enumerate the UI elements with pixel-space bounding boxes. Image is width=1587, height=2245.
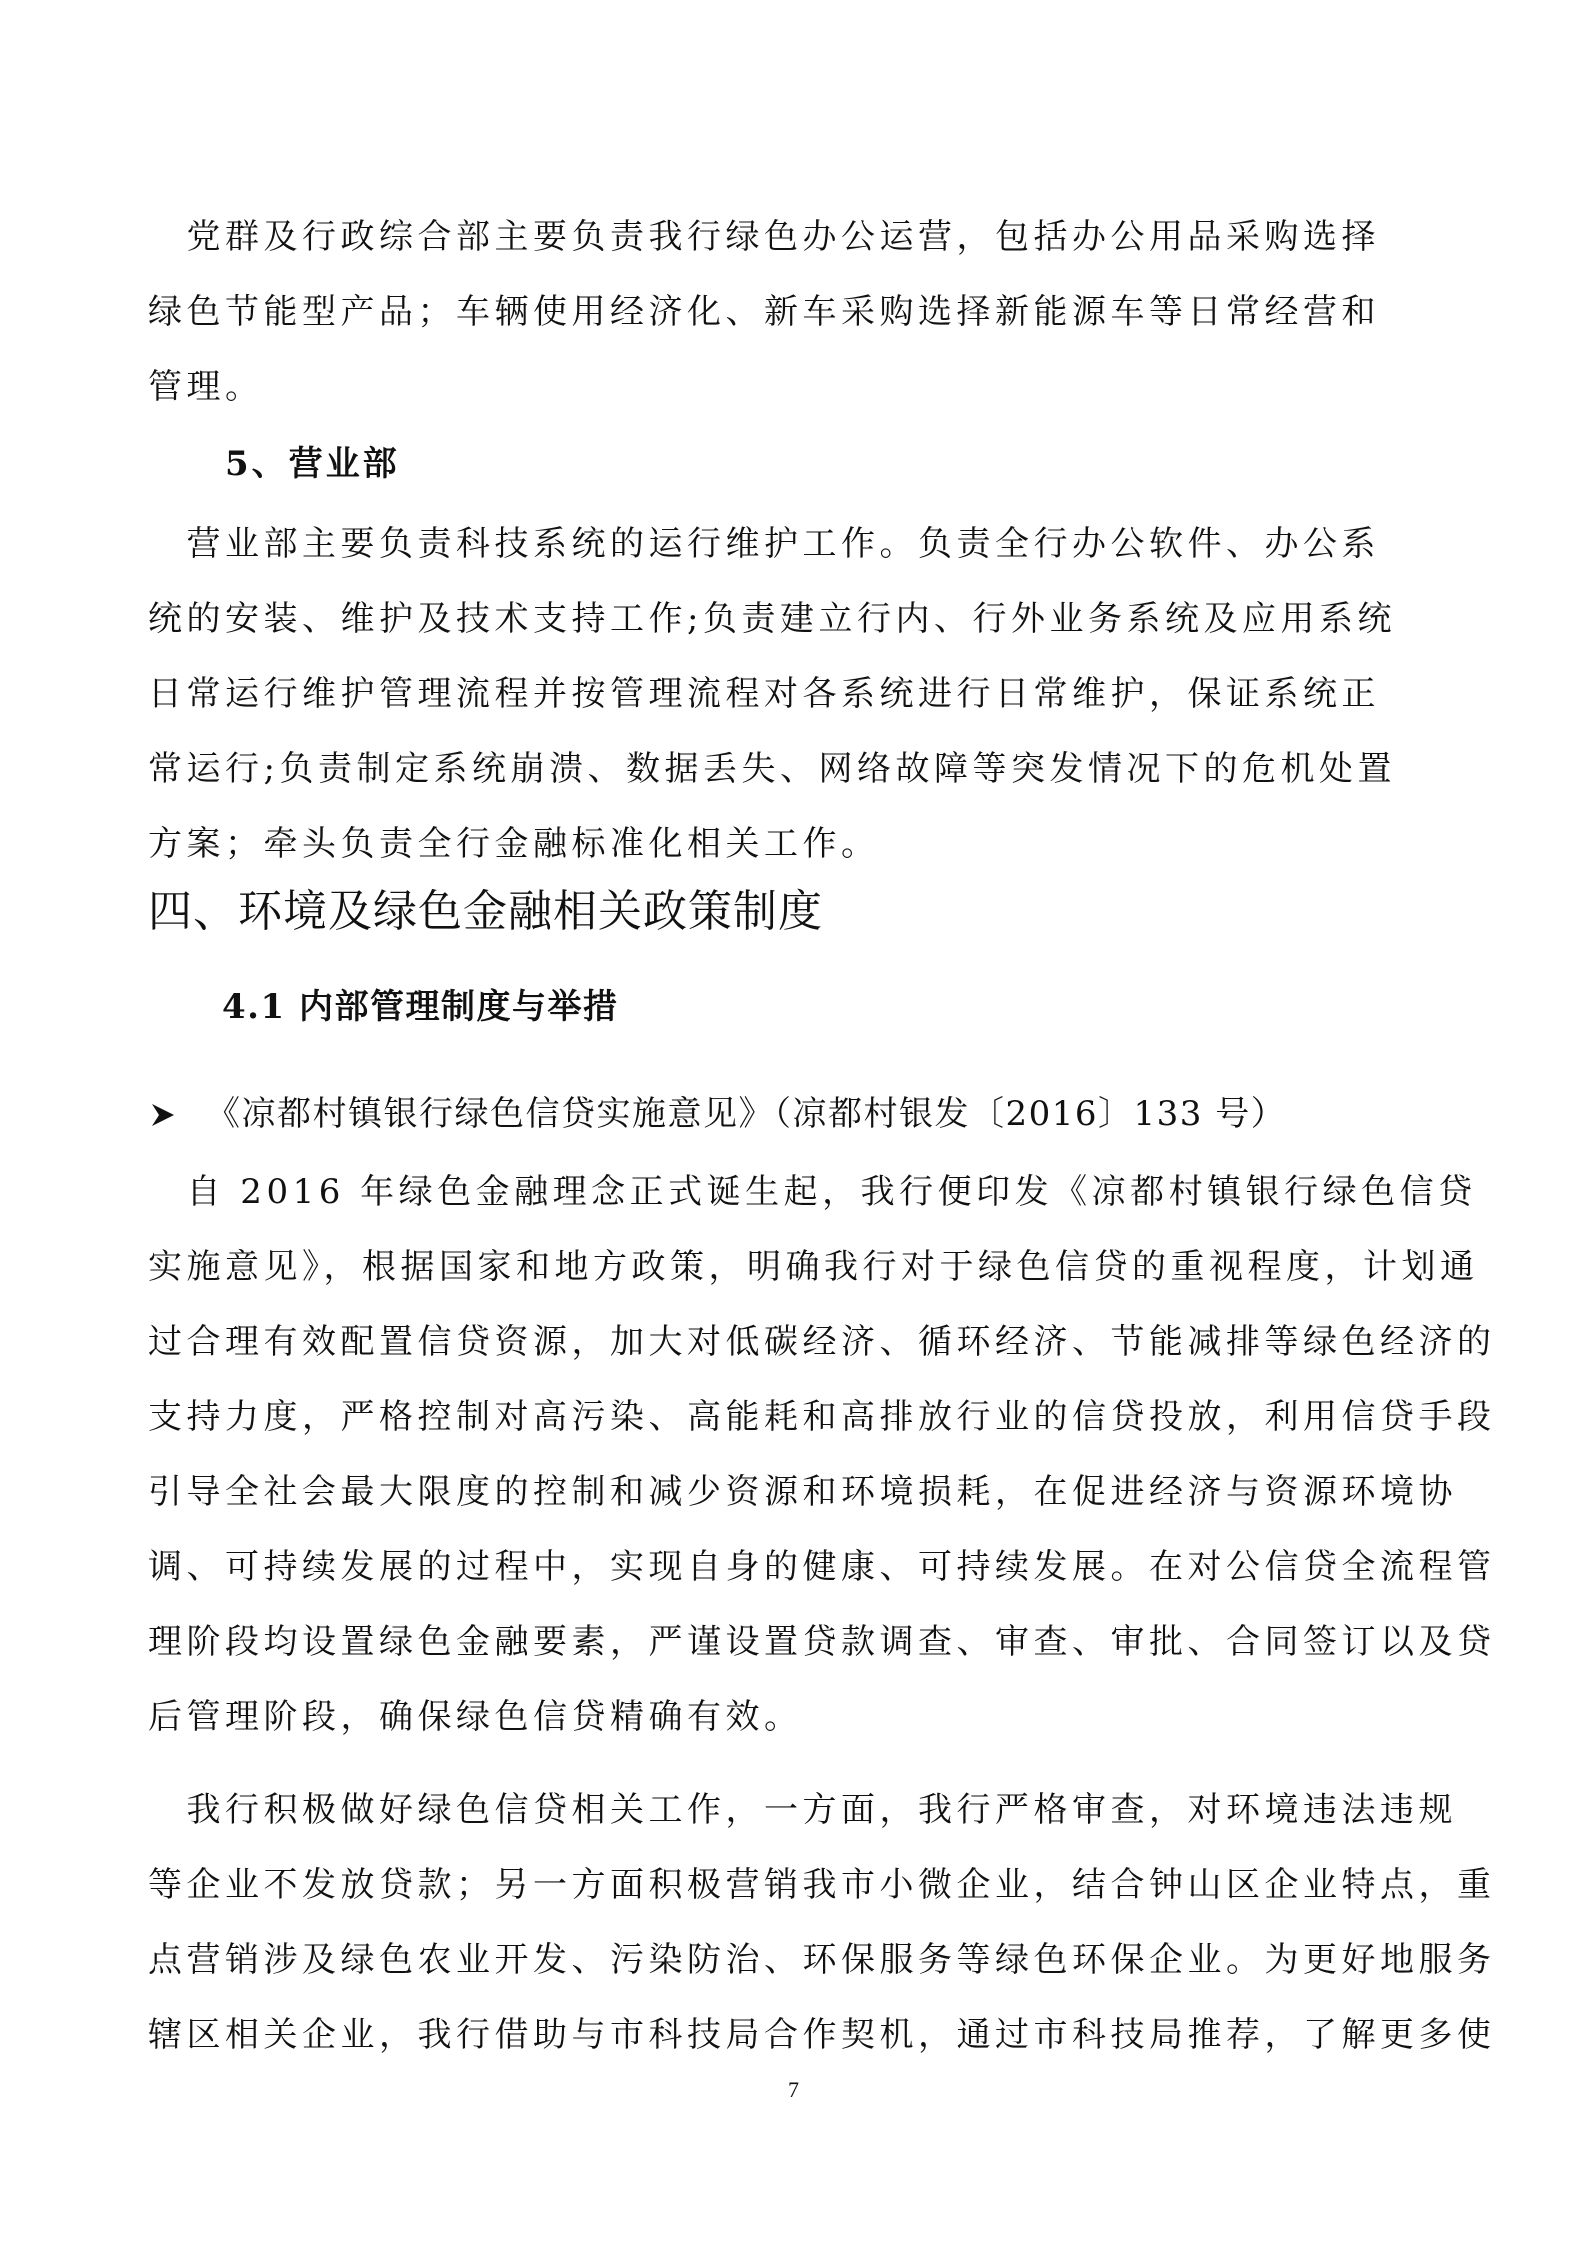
paragraph-line: 绿色节能型产品；车辆使用经济化、新车采购选择新能源车等日常经营和 (148, 292, 1380, 332)
subsection-title: 4.1 内部管理制度与举措 (222, 987, 619, 1027)
paragraph-line: 辖区相关企业，我行借助与市科技局合作契机，通过市科技局推荐，了解更多使 (148, 2015, 1496, 2055)
paragraph-green-credit-practice (148, 1773, 1496, 2073)
paragraph-line: 自 2016 年绿色金融理念正式诞生起，我行便印发《凉都村镇银行绿色信贷 (148, 1172, 1477, 1212)
paragraph-line: 过合理有效配置信贷资源，加大对低碳经济、循环经济、节能减排等绿色经济的 (148, 1322, 1496, 1362)
arrow-bullet-icon (150, 1102, 176, 1128)
paragraph-line: 党群及行政综合部主要负责我行绿色办公运营，包括办公用品采购选择 (148, 217, 1380, 257)
paragraph-line: 点营销涉及绿色农业开发、污染防治、环保服务等绿色环保企业。为更好地服务 (148, 1940, 1496, 1980)
paragraph-line: 常运行;负责制定系统崩溃、数据丢失、网络故障等突发情况下的危机处置 (148, 749, 1396, 789)
paragraph-line: 统的安装、维护及技术支持工作;负责建立行内、行外业务系统及应用系统 (148, 599, 1396, 639)
paragraph-line: 等企业不发放贷款；另一方面积极营销我市小微企业，结合钟山区企业特点，重 (148, 1865, 1496, 1905)
paragraph-line: 营业部主要负责科技系统的运行维护工作。负责全行办公软件、办公系 (148, 524, 1380, 564)
paragraph-line: 理阶段均设置绿色金融要素，严谨设置贷款调查、审查、审批、合同签订以及贷 (148, 1622, 1496, 1662)
paragraph-line: 调、可持续发展的过程中，实现自身的健康、可持续发展。在对公信贷全流程管 (148, 1547, 1496, 1587)
document-reference (150, 1077, 1286, 1152)
paragraph-business-dept (148, 507, 1448, 882)
paragraph-line: 日常运行维护管理流程并按管理流程对各系统进行日常维护，保证系统正 (148, 674, 1380, 714)
paragraph-green-credit-policy (148, 1155, 1496, 1755)
paragraph-line: 实施意见》，根据国家和地方政策，明确我行对于绿色信贷的重视程度，计划通 (148, 1247, 1479, 1287)
paragraph-line: 后管理阶段，确保绿色信贷精确有效。 (148, 1697, 803, 1737)
paragraph-admin-dept (148, 200, 1448, 425)
paragraph-line: 支持力度，严格控制对高污染、高能耗和高排放行业的信贷投放，利用信贷手段 (148, 1397, 1496, 1437)
paragraph-line: 引导全社会最大限度的控制和减少资源和环境损耗，在促进经济与资源环境协 (148, 1472, 1457, 1512)
document-reference-text: 《凉都村镇银行绿色信贷实施意见》（凉都村银发〔2016〕133 号） (206, 1094, 1287, 1134)
page-number: 7 (788, 2077, 799, 2102)
paragraph-line: 管理。 (148, 367, 264, 407)
paragraph-line: 我行积极做好绿色信贷相关工作，一方面，我行严格审查，对环境违法违规 (148, 1790, 1457, 1830)
paragraph-line: 方案；牵头负责全行金融标准化相关工作。 (148, 824, 880, 864)
section-title: 四、环境及绿色金融相关政策制度 (148, 886, 823, 937)
business-dept-heading: 5、营业部 (225, 444, 400, 484)
